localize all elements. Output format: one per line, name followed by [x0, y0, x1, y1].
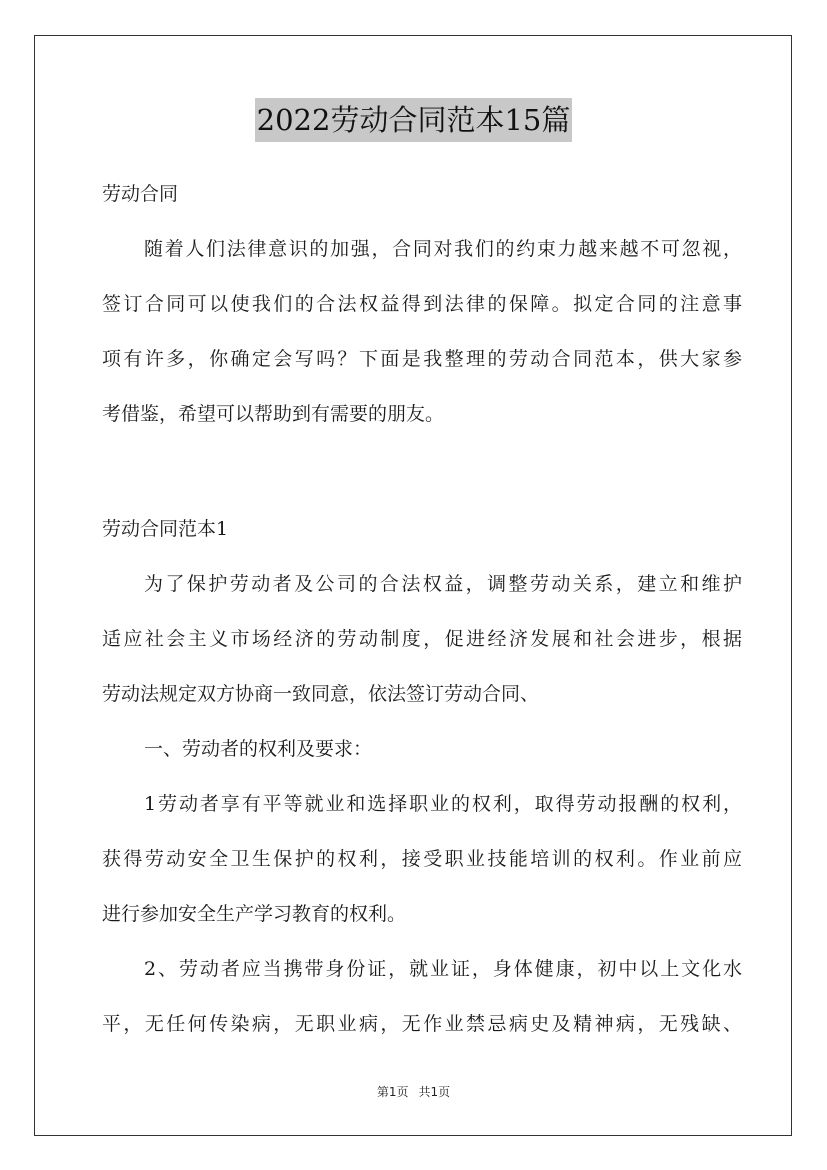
paragraph-line: 为了保护劳动者及公司的合法权益，调整劳动关系，建立和维护	[144, 573, 742, 595]
paragraph-line: 2、劳动者应当携带身份证，就业证，身体健康，初中以上文化水	[144, 958, 742, 980]
paragraph-line: 劳动法规定双方协商一致同意，依法签订劳动合同、	[102, 683, 540, 705]
paragraph-line: 适应社会主义市场经济的劳动制度，促进经济发展和社会进步，根据	[102, 628, 742, 650]
document-title: 2022劳动合同范本15篇	[255, 98, 573, 142]
document-body	[102, 172, 742, 1057]
page-number: 第1页	[376, 1085, 409, 1099]
paragraph-line: 考借鉴，希望可以帮助到有需要的朋友。	[102, 403, 445, 425]
section-heading: 劳动合同范本1	[102, 518, 229, 540]
blank-gap	[102, 447, 742, 507]
paragraph-line: 签订合同可以使我们的合法权益得到法律的保障。拟定合同的注意事	[102, 293, 742, 315]
paragraph-line: 项有许多，你确定会写吗？下面是我整理的劳动合同范本，供大家参	[102, 348, 742, 370]
section-heading: 劳动合同	[102, 183, 179, 205]
paragraph-line: 随着人们法律意识的加强，合同对我们的约束力越来越不可忽视，	[144, 238, 742, 260]
paragraph-line: 1劳动者享有平等就业和选择职业的权利，取得劳动报酬的权利，	[144, 793, 742, 815]
paragraph-line: 平，无任何传染病，无职业病，无作业禁忌病史及精神病，无残缺、	[102, 1013, 742, 1035]
paragraph-line: 一、劳动者的权利及要求：	[144, 738, 373, 760]
page-footer	[0, 1083, 827, 1100]
page-total: 共1页	[418, 1085, 451, 1099]
paragraph-line: 进行参加安全生产学习教育的权利。	[102, 903, 407, 925]
title-wrap	[0, 98, 827, 142]
paragraph-line: 获得劳动安全卫生保护的权利，接受职业技能培训的权利。作业前应	[102, 848, 742, 870]
